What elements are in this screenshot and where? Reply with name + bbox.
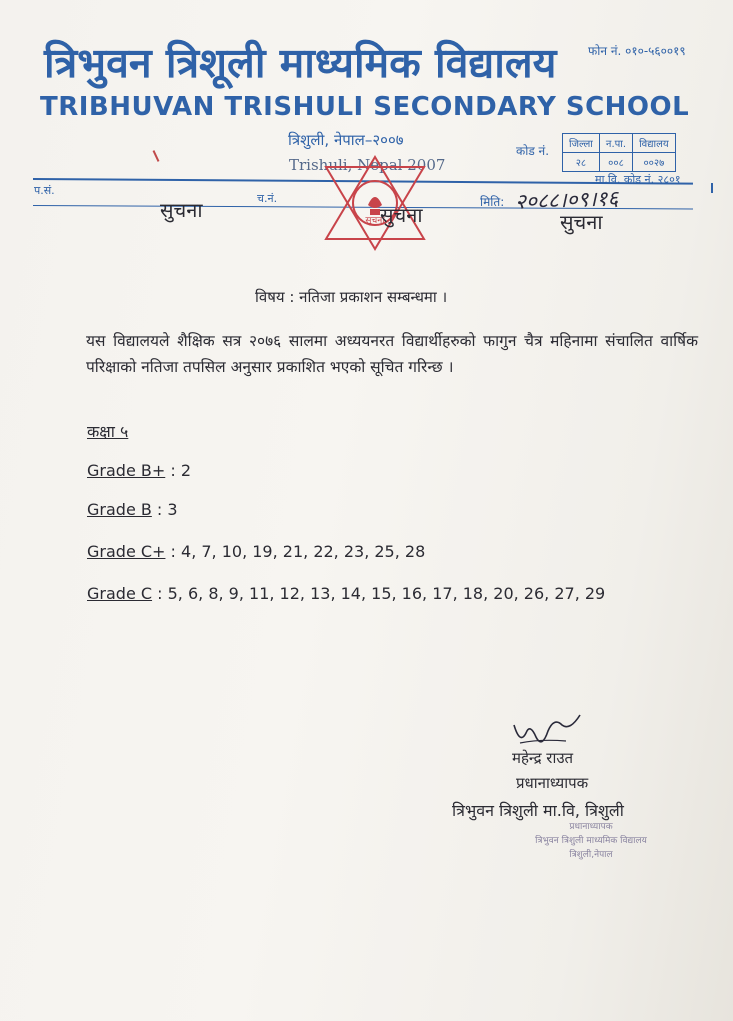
principal-school: त्रिभुवन त्रिशुली मा.वि, त्रिशुली	[452, 801, 624, 820]
phone-number: फोन नं. ०१०-५६००१९	[588, 44, 686, 58]
office-stamp-line: त्रिशुली,नेपाल	[569, 850, 613, 860]
office-stamp-line: त्रिभुवन त्रिशुली माध्यमिक विद्यालय	[535, 836, 647, 846]
grade-roll-numbers: 4, 7, 10, 19, 21, 22, 23, 25, 28	[181, 542, 426, 561]
ink-mark	[153, 150, 160, 162]
grade-label: Grade C	[87, 584, 153, 603]
principal-title: प्रधानाध्यापक	[516, 774, 589, 792]
grade-row	[87, 500, 178, 519]
code-header-school: विद्यालय	[633, 134, 676, 153]
office-stamp	[516, 820, 666, 862]
address-nepali: त्रिशुली, नेपाल–२००७	[288, 131, 404, 149]
notice-mark-right: सुचना	[560, 210, 603, 234]
principal-signature	[510, 713, 590, 753]
school-name-nepali: त्रिभुवन त्रिशूली माध्यमिक विद्यालय	[44, 39, 557, 87]
date-label: मिति:	[480, 195, 505, 209]
office-stamp-line: प्रधानाध्यापक	[569, 822, 613, 832]
grade-label: Grade B+	[87, 461, 166, 480]
ink-mark	[711, 183, 713, 193]
grade-roll-numbers: 3	[167, 500, 178, 519]
notice-mark-left: सुचना	[160, 198, 203, 222]
grade-row	[87, 461, 191, 480]
notice-subject: विषय : नतिजा प्रकाशन सम्बन्धमा ।	[255, 288, 448, 306]
stamp-word: सूचना	[365, 216, 385, 226]
school-name-english: TRIBHUVAN TRISHULI SECONDARY SCHOOL	[40, 92, 690, 122]
grade-separator: :	[152, 584, 168, 603]
dispatch-number-label: च.नं.	[257, 192, 278, 205]
grade-separator: :	[165, 461, 181, 480]
notice-body: यस विद्यालयले शैक्षिक सत्र २०७६ सालमा अध्ययनरत विद्यार्थीहरुको फागुन चैत्र महिनामा संचालित वार्षिक परिक्षाको नतिजा तपसिल अनुसार प्रकाशित भएको सूचित गरिन्छ ।	[86, 332, 698, 376]
code-value-district: २८	[563, 153, 600, 172]
code-value-school: ००२७	[633, 153, 676, 172]
grade-label: Grade B	[87, 500, 152, 519]
grade-roll-numbers: 5, 6, 8, 9, 11, 12, 13, 14, 15, 16, 17, 18, 20, 26, 27, 29	[167, 584, 606, 603]
grade-row	[87, 542, 425, 561]
principal-name: महेन्द्र राउत	[512, 749, 574, 767]
class-label: कक्षा ५	[87, 422, 129, 441]
address-english: Trishuli, Nepal 2007	[289, 156, 446, 174]
code-table	[562, 133, 676, 172]
code-header-municipality: न.पा.	[599, 134, 632, 153]
code-header-district: जिल्ला	[563, 134, 600, 153]
secondary-school-code: मा.वि. कोड नं. २८०१	[595, 173, 681, 186]
grade-roll-numbers: 2	[180, 461, 191, 480]
handwritten-date: २०८८।०९।१६	[514, 186, 619, 214]
code-value-municipality: ००८	[599, 153, 632, 172]
grade-label: Grade C+	[87, 542, 166, 561]
reference-number-label: प.सं.	[34, 184, 55, 197]
notice-mark-center: सुचना	[380, 203, 423, 227]
grade-separator: :	[165, 542, 182, 561]
grade-separator: :	[151, 500, 168, 519]
grade-row	[87, 584, 605, 603]
code-label: कोड नं.	[516, 144, 550, 158]
